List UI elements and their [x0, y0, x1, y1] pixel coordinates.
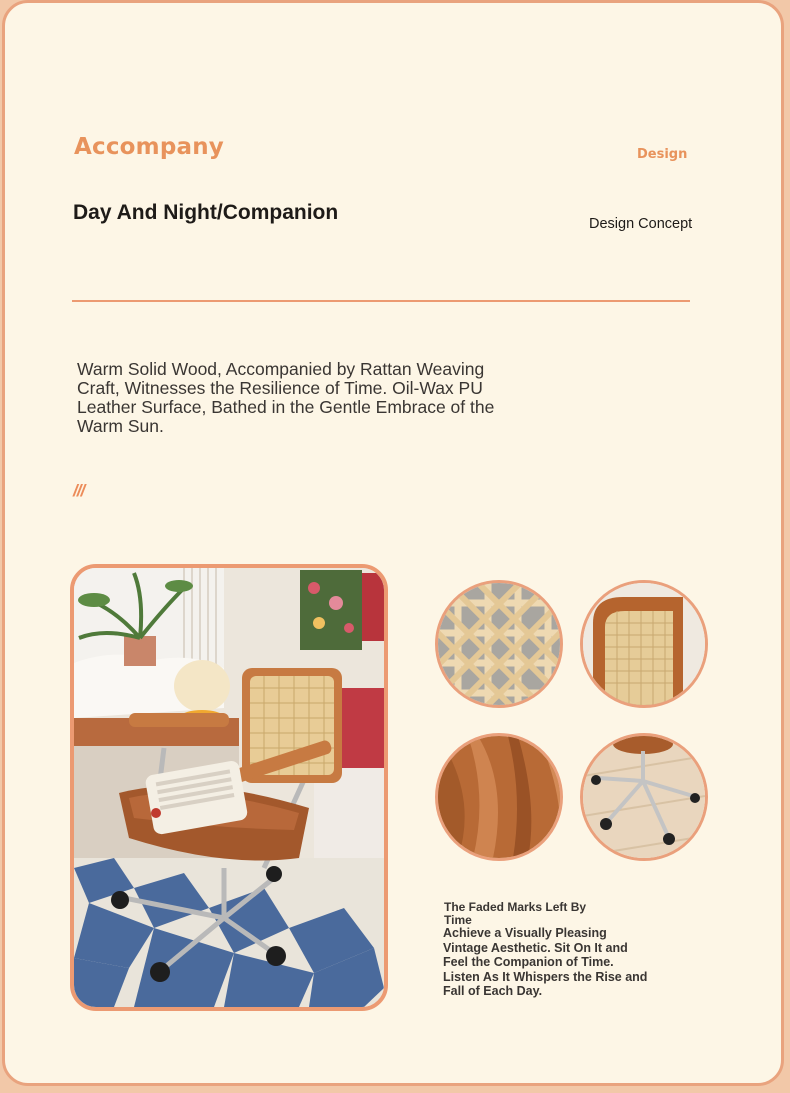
- design-concept-label: Design Concept: [589, 216, 693, 232]
- page-title: Day And Night/Companion: [73, 201, 339, 224]
- brand-heading: Accompany: [74, 134, 224, 160]
- rattan-weave-detail: [435, 580, 563, 708]
- slash-decoration: ///: [73, 481, 85, 500]
- chair-base-detail: [580, 733, 708, 861]
- product-description: Warm Solid Wood, Accompanied by Rattan Weaving Craft, Witnesses the Resilience of Time. Oil-Wax PU Leather Surface, Bathed in the Gentle Embrace of the Warm Sun.: [77, 359, 495, 436]
- design-tag: Design: [637, 147, 688, 162]
- caption-title: The Faded Marks Left By Time: [444, 900, 587, 927]
- leather-detail: [435, 733, 563, 861]
- chair-room-photo: [70, 564, 388, 1011]
- caption-body: Achieve a Visually Pleasing Vintage Aesthetic. Sit On It and Feel the Companion of Time. Listen As It Whispers the Rise and Fall of Each Day.: [443, 926, 648, 999]
- divider: [72, 300, 690, 302]
- wood-frame-detail: [580, 580, 708, 708]
- product-card: [2, 0, 784, 1086]
